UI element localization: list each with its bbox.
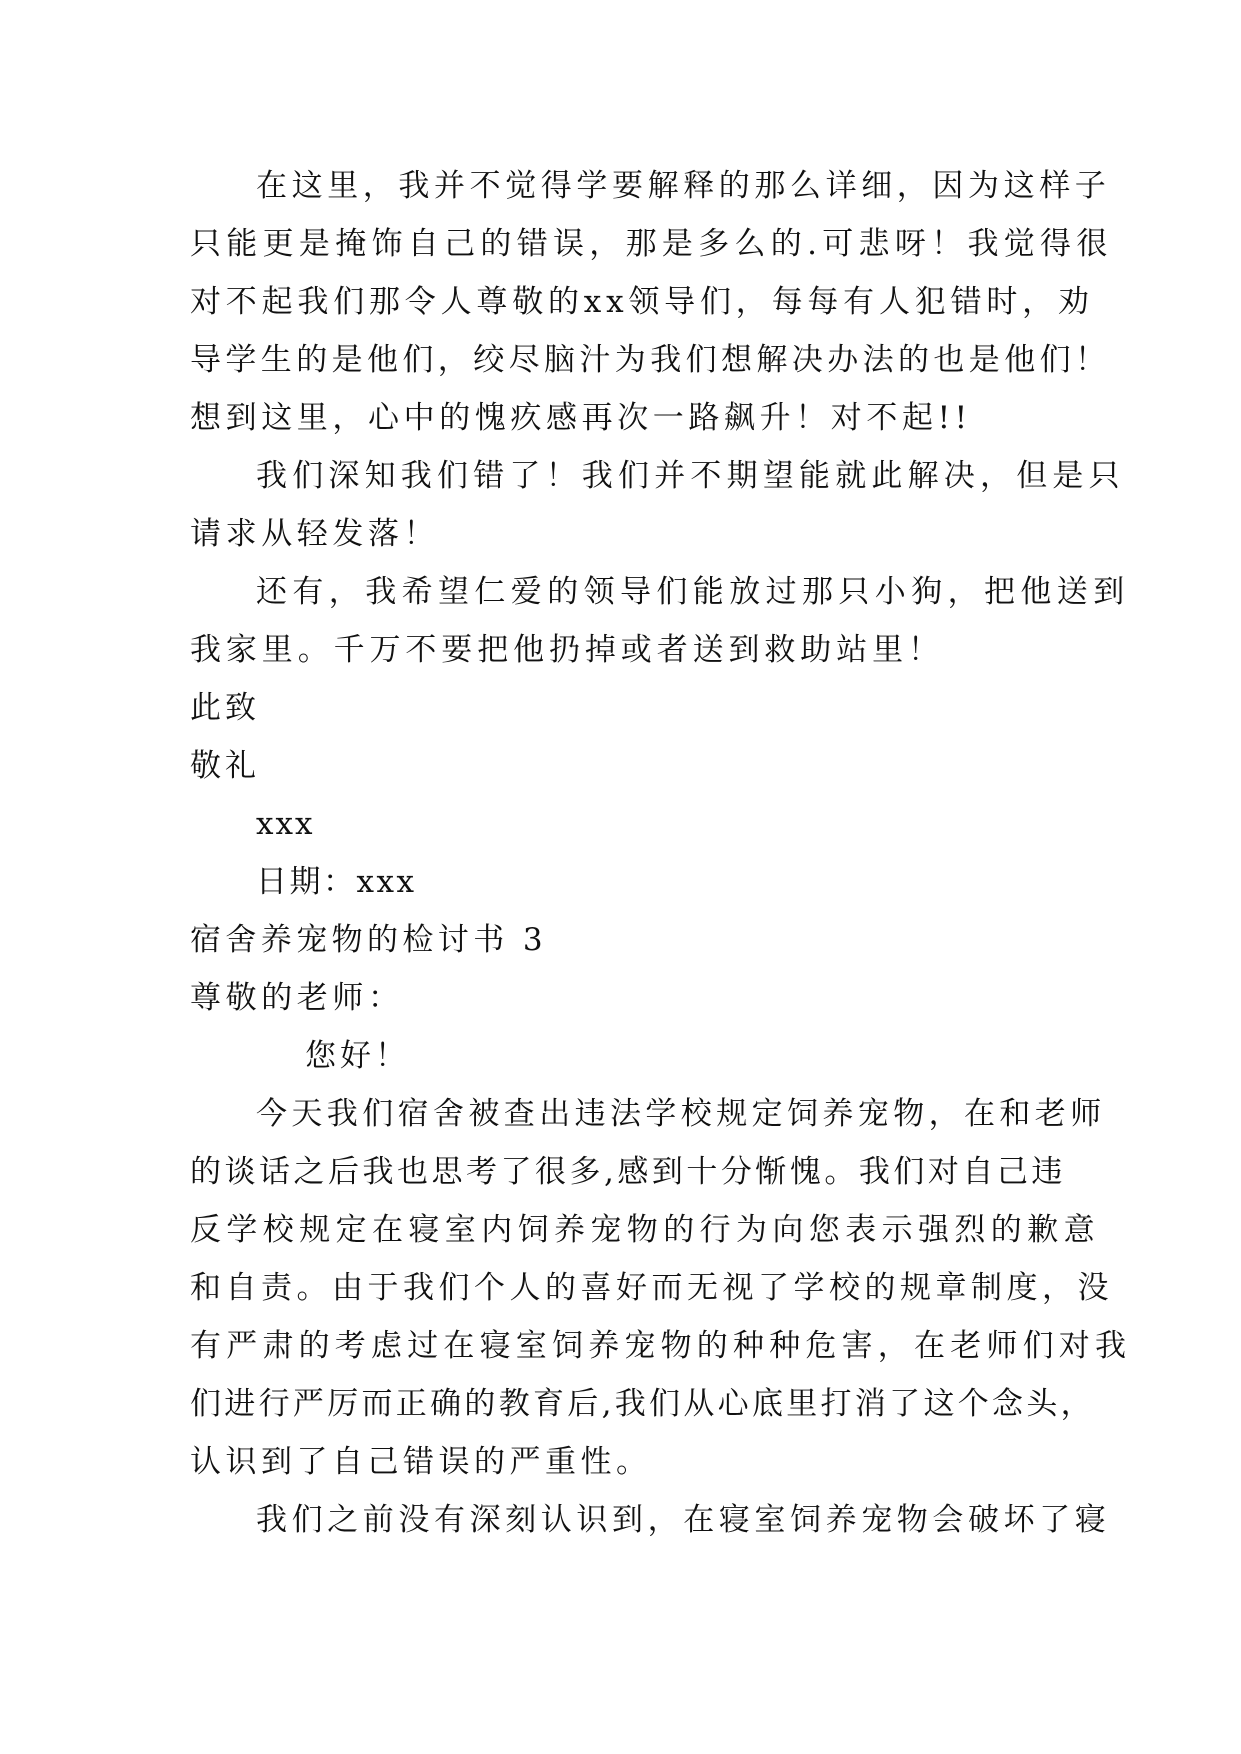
greeting-line: 尊敬的老师： bbox=[190, 980, 404, 1016]
paragraph-line: 认识到了自己错误的严重性。 bbox=[190, 1444, 652, 1480]
paragraph-line: 对不起我们那令人尊敬的xx领导们，每每有人犯错时，劝 bbox=[190, 284, 1094, 320]
closing-line: 此致 bbox=[190, 690, 260, 726]
paragraph-line: 们进行严厉而正确的教育后,我们从心底里打消了这个念头， bbox=[190, 1386, 1095, 1422]
paragraph-line: 还有，我希望仁爱的领导们能放过那只小狗，把他送到 bbox=[256, 574, 1130, 610]
paragraph-line: 有严肃的考虑过在寝室饲养宠物的种种危害，在老师们对我 bbox=[190, 1328, 1132, 1364]
paragraph-line: 在这里，我并不觉得学要解释的那么详细，因为这样子 bbox=[256, 168, 1111, 204]
greeting-line: 您好！ bbox=[305, 1038, 410, 1074]
paragraph-line: 我们之前没有深刻认识到，在寝室饲养宠物会破坏了寝 bbox=[256, 1502, 1111, 1538]
paragraph-line: 的谈话之后我也思考了很多,感到十分惭愧。我们对自己违 bbox=[190, 1154, 1066, 1190]
paragraph-line: 想到这里，心中的愧疚感再次一路飙升！对不起!! bbox=[190, 400, 972, 436]
section-title: 宿舍养宠物的检讨书 3 bbox=[190, 922, 547, 958]
paragraph-line: 请求从轻发落！ bbox=[190, 516, 440, 552]
paragraph-line: 只能更是掩饰自己的错误，那是多么的.可悲呀！我觉得很 bbox=[190, 226, 1113, 262]
paragraph-line: 我们深知我们错了！我们并不期望能就此解决，但是只 bbox=[256, 458, 1125, 494]
signature-name: xxx bbox=[256, 806, 315, 842]
signature-date: 日期：xxx bbox=[256, 864, 417, 900]
paragraph-line: 和自责。由于我们个人的喜好而无视了学校的规章制度，没 bbox=[190, 1270, 1113, 1306]
paragraph-line: 导学生的是他们，绞尽脑汁为我们想解决办法的也是他们！ bbox=[190, 342, 1111, 378]
paragraph-line: 反学校规定在寝室内饲养宠物的行为向您表示强烈的歉意 bbox=[190, 1212, 1100, 1248]
salutation-line: 敬礼 bbox=[190, 748, 260, 784]
paragraph-line: 今天我们宿舍被查出违法学校规定饲养宠物，在和老师 bbox=[256, 1096, 1106, 1132]
paragraph-line: 我家里。千万不要把他扔掉或者送到救助站里！ bbox=[190, 632, 944, 668]
